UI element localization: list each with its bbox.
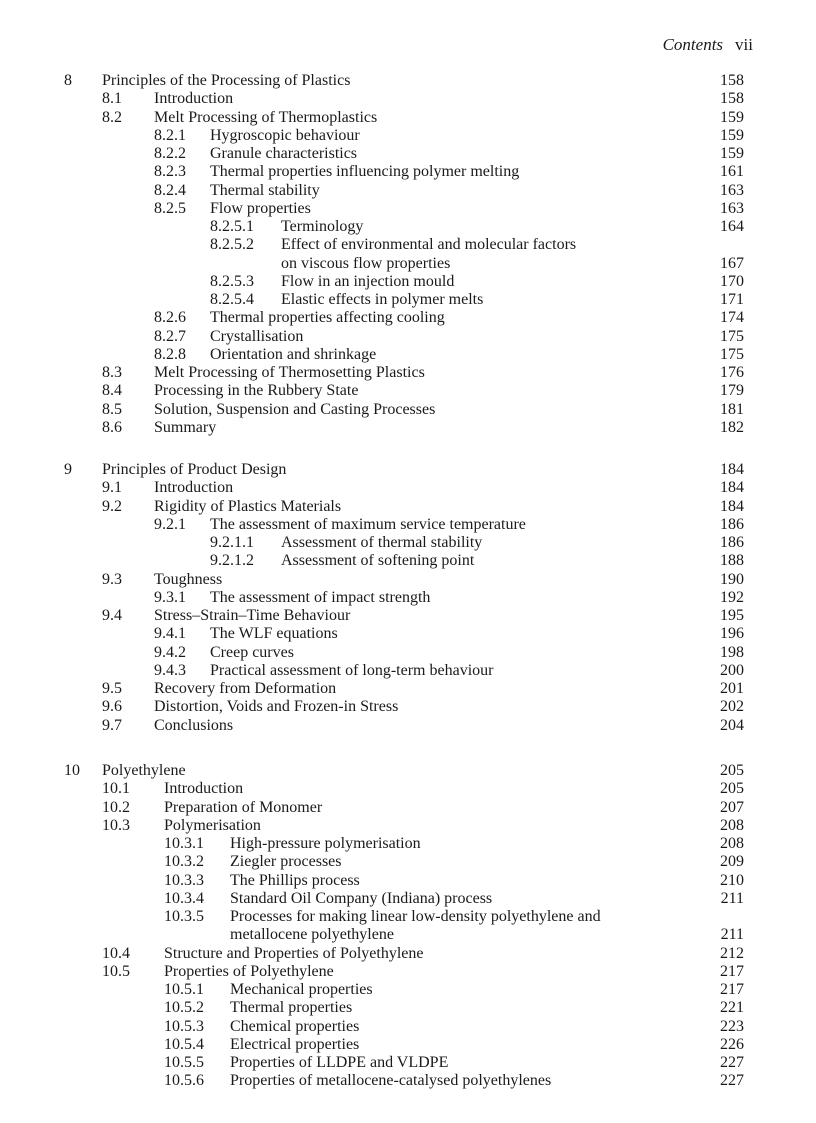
entry-page-number: 217 xyxy=(720,962,744,980)
entry-title: Mechanical properties xyxy=(230,981,373,998)
entry-number: 10.5.2 xyxy=(164,999,204,1017)
entry-number: 9.5 xyxy=(102,680,122,697)
entry-title: Thermal properties xyxy=(230,999,353,1017)
entry-number: 9.2.1.1 xyxy=(210,534,254,551)
entry-title: Hygroscopic behaviour xyxy=(210,126,360,144)
entry-number: 8.6 xyxy=(102,418,122,436)
entry-title: Electrical properties xyxy=(230,1035,360,1053)
entry-page-number: 195 xyxy=(720,607,744,624)
entry-title: Flow in an injection mould xyxy=(281,272,455,290)
entry-number: 9.2.1.2 xyxy=(210,552,254,570)
entry-number: 8.2.5.4 xyxy=(210,291,254,308)
entry-number: 9.1 xyxy=(102,479,122,497)
entry-page-number: 170 xyxy=(720,272,744,290)
entry-number: 10.5.4 xyxy=(164,1035,204,1053)
entry-page-number: 192 xyxy=(720,588,744,606)
entry-page-number: 196 xyxy=(720,625,744,643)
entry-title: Conclusions xyxy=(154,716,234,734)
entry-number: 8.5 xyxy=(102,400,122,418)
entry-number: 8.2.5.2 xyxy=(210,236,254,254)
entry-page-number: 184 xyxy=(720,479,744,497)
entry-title: Thermal properties affecting cooling xyxy=(210,309,445,327)
entry-title: Structure and Properties of Polyethylene xyxy=(164,944,424,962)
entry-page-number: 208 xyxy=(720,835,744,852)
entry-title: Creep curves xyxy=(210,643,294,661)
entry-page-number: 158 xyxy=(720,72,744,89)
entry-number: 10.4 xyxy=(102,944,130,962)
entry-title: The Phillips process xyxy=(230,871,360,889)
entry-title: Introduction xyxy=(154,479,234,497)
entry-page-number: 221 xyxy=(720,999,744,1017)
entry-number: 9 xyxy=(64,461,72,478)
entry-page-number: 175 xyxy=(720,345,744,363)
entry-number: 10.3.4 xyxy=(164,889,204,907)
entry-page-number: 227 xyxy=(720,1072,744,1090)
entry-title: Introduction xyxy=(164,780,244,798)
entry-title: Stress–Strain–Time Behaviour xyxy=(154,607,351,624)
entry-page-number: 179 xyxy=(720,382,744,400)
entry-number: 8.2 xyxy=(102,108,122,126)
entry-number: 10.5.1 xyxy=(164,981,204,998)
entry-page-number: 223 xyxy=(720,1017,744,1035)
entry-title: Recovery from Deformation xyxy=(154,680,337,697)
entry-title: Principles of the Processing of Plastics xyxy=(102,72,351,89)
entry-number: 8.2.2 xyxy=(154,145,186,162)
entry-number: 10.5.6 xyxy=(164,1072,204,1090)
entry-title: Processes for making linear low-density polyethylene and xyxy=(230,908,601,925)
entry-title: The WLF equations xyxy=(210,625,338,643)
entry-title: Assessment of thermal stability xyxy=(281,534,483,551)
entry-title: The assessment of maximum service temperature xyxy=(210,515,526,533)
entry-number: 10.3.1 xyxy=(164,835,204,852)
entry-number: 8.2.8 xyxy=(154,345,186,363)
entry-number: 9.4.1 xyxy=(154,625,186,643)
entry-number: 10.3 xyxy=(102,816,130,834)
entry-page-number: 184 xyxy=(720,461,744,478)
entry-page-number: 204 xyxy=(720,716,744,734)
entry-title: Principles of Product Design xyxy=(102,461,287,478)
entry-page-number: 186 xyxy=(720,515,744,533)
entry-number: 8.2.5 xyxy=(154,199,186,217)
entry-title: Distortion, Voids and Frozen-in Stress xyxy=(154,698,399,716)
entry-title: metallocene polyethylene xyxy=(230,926,394,944)
entry-title: Preparation of Monomer xyxy=(164,798,323,816)
entry-page-number: 186 xyxy=(720,534,744,551)
entry-title: Melt Processing of Thermosetting Plastics xyxy=(154,364,425,381)
entry-title: Polymerisation xyxy=(164,816,261,834)
entry-number: 9.2.1 xyxy=(154,515,186,533)
entry-title: The assessment of impact strength xyxy=(210,588,431,606)
entry-page-number: 202 xyxy=(720,698,744,716)
entry-number: 10.5.5 xyxy=(164,1054,204,1071)
entry-title: on viscous flow properties xyxy=(281,254,451,272)
header-title: Contents xyxy=(662,35,724,54)
entry-number: 10.5 xyxy=(102,962,130,980)
entry-page-number: 226 xyxy=(720,1035,744,1053)
entry-page-number: 208 xyxy=(720,816,744,834)
entry-title: Properties of metallocene-catalysed polyethylenes xyxy=(230,1072,552,1090)
entry-number: 8.2.3 xyxy=(154,163,186,181)
entry-title: Melt Processing of Thermoplastics xyxy=(154,108,378,126)
entry-page-number: 182 xyxy=(720,418,744,436)
entry-page-number: 175 xyxy=(720,327,744,345)
entry-page-number: 161 xyxy=(720,163,744,181)
entry-page-number: 174 xyxy=(720,309,744,327)
entry-number: 8.3 xyxy=(102,364,122,381)
entry-title: Terminology xyxy=(281,218,364,235)
entry-number: 8.1 xyxy=(102,90,122,108)
entry-title: Effect of environmental and molecular factors xyxy=(281,236,577,254)
entry-title: Standard Oil Company (Indiana) process xyxy=(230,889,493,907)
entry-number: 8.2.7 xyxy=(154,327,186,345)
entry-number: 9.6 xyxy=(102,698,122,716)
entry-title: Polyethylene xyxy=(102,762,186,779)
entry-number: 8.2.5.1 xyxy=(210,218,254,235)
entry-page-number: 205 xyxy=(720,762,744,779)
entry-number: 9.4 xyxy=(102,607,122,624)
entry-page-number: 209 xyxy=(720,853,744,871)
entry-page-number: 164 xyxy=(720,218,744,235)
entry-number: 10 xyxy=(64,762,80,779)
entry-title: Orientation and shrinkage xyxy=(210,345,377,363)
entry-page-number: 184 xyxy=(720,497,744,515)
entry-page-number: 163 xyxy=(720,199,744,217)
entry-page-number: 211 xyxy=(720,926,744,944)
entry-page-number: 188 xyxy=(720,552,744,570)
header-page-number: vii xyxy=(735,35,753,54)
entry-page-number: 159 xyxy=(720,108,744,126)
entry-page-number: 176 xyxy=(720,364,744,381)
entry-number: 8 xyxy=(64,72,72,89)
entry-number: 10.3.5 xyxy=(164,908,204,925)
entry-page-number: 210 xyxy=(720,871,744,889)
entry-number: 9.4.3 xyxy=(154,661,186,679)
entry-page-number: 212 xyxy=(720,944,744,962)
entry-page-number: 227 xyxy=(720,1054,744,1071)
entry-title: Elastic effects in polymer melts xyxy=(281,291,484,308)
entry-number: 10.2 xyxy=(102,798,130,816)
entry-number: 9.3.1 xyxy=(154,588,186,606)
entry-title: Solution, Suspension and Casting Processes xyxy=(154,400,436,418)
entry-page-number: 190 xyxy=(720,570,744,588)
entry-title: Rigidity of Plastics Materials xyxy=(154,497,342,515)
entry-number: 9.7 xyxy=(102,716,122,734)
entry-number: 9.2 xyxy=(102,497,122,515)
entry-page-number: 163 xyxy=(720,181,744,199)
entry-page-number: 217 xyxy=(720,981,744,998)
entry-number: 8.2.5.3 xyxy=(210,272,254,290)
entry-number: 10.5.3 xyxy=(164,1017,204,1035)
entry-page-number: 200 xyxy=(720,661,744,679)
entry-number: 8.2.6 xyxy=(154,309,186,327)
entry-number: 9.3 xyxy=(102,570,122,588)
entry-title: Thermal properties influencing polymer melting xyxy=(210,163,520,181)
entry-title: Summary xyxy=(154,418,217,436)
entry-page-number: 201 xyxy=(720,680,744,697)
entry-number: 8.2.4 xyxy=(154,181,186,199)
entry-number: 9.4.2 xyxy=(154,643,186,661)
entry-number: 8.4 xyxy=(102,382,122,400)
entry-title: Processing in the Rubbery State xyxy=(154,382,359,400)
entry-page-number: 171 xyxy=(720,291,744,308)
entry-title: Ziegler processes xyxy=(230,853,342,871)
entry-title: Introduction xyxy=(154,90,234,108)
entry-title: Properties of Polyethylene xyxy=(164,962,334,980)
entry-title: Practical assessment of long-term behaviour xyxy=(210,661,494,679)
entry-page-number: 205 xyxy=(720,780,744,798)
entry-title: Flow properties xyxy=(210,199,311,217)
entry-page-number: 158 xyxy=(720,90,744,108)
entry-number: 10.3.2 xyxy=(164,853,204,871)
running-header xyxy=(663,35,753,55)
entry-number: 10.3.3 xyxy=(164,871,204,889)
entry-title: Granule characteristics xyxy=(210,145,358,162)
entry-page-number: 181 xyxy=(720,400,744,418)
entry-page-number: 211 xyxy=(720,889,744,907)
entry-page-number: 159 xyxy=(720,145,744,162)
entry-number: 10.1 xyxy=(102,780,130,798)
entry-title: Thermal stability xyxy=(210,181,320,199)
entry-page-number: 167 xyxy=(720,254,744,272)
entry-page-number: 207 xyxy=(720,798,744,816)
entry-title: Chemical properties xyxy=(230,1017,360,1035)
entry-number: 8.2.1 xyxy=(154,126,186,144)
entry-title: Assessment of softening point xyxy=(281,552,475,570)
entry-title: Properties of LLDPE and VLDPE xyxy=(230,1054,449,1071)
entry-page-number: 159 xyxy=(720,126,744,144)
entry-title: Crystallisation xyxy=(210,327,304,345)
entry-title: High-pressure polymerisation xyxy=(230,835,421,852)
entry-title: Toughness xyxy=(154,570,223,588)
entry-page-number: 198 xyxy=(720,643,744,661)
